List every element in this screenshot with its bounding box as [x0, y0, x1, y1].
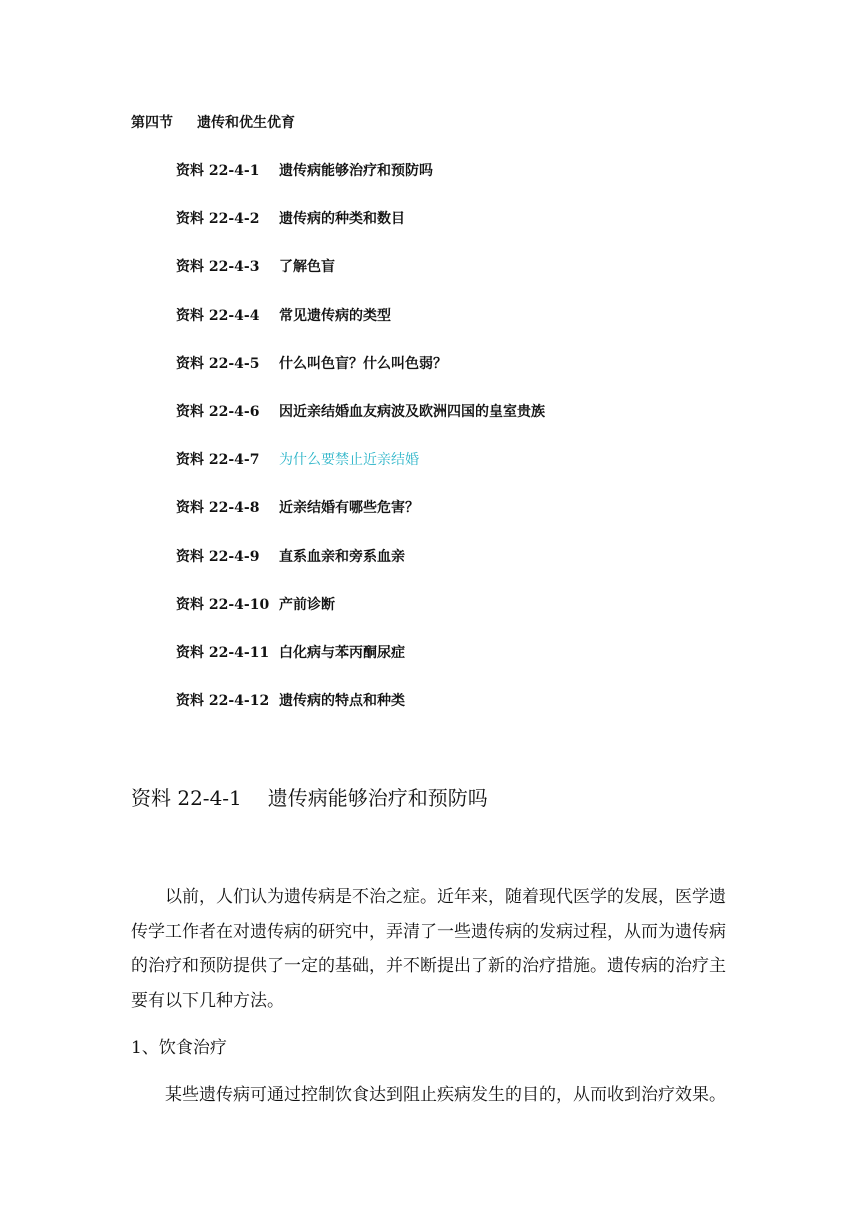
toc-link[interactable]: 遗传病能够治疗和预防吗: [279, 163, 433, 179]
toc-item-1[interactable]: [176, 160, 545, 208]
intro-paragraph: 以前，人们认为遗传病是不治之症。近年来，随着现代医学的发展，医学遗传学工作者在对遗传病的研究中，弄清了一些遗传病的发病过程，从而为遗传病的治疗和预防提供了一定的基础，并不断提出了新的治疗措施。遗传病的治疗主要有以下几种方法。: [131, 887, 726, 1011]
toc-link[interactable]: 了解色盲: [279, 259, 335, 276]
toc-code: 资料 22-4-9: [176, 548, 260, 565]
toc-code: 资料 22-4-3: [176, 259, 260, 276]
toc-link[interactable]: 遗传病的种类和数目: [279, 211, 405, 228]
toc-item-7[interactable]: [176, 449, 545, 497]
section-title: 遗传和优生优育: [197, 115, 295, 131]
article-heading: [131, 782, 488, 811]
toc-link[interactable]: 近亲结婚有哪些危害？: [279, 500, 419, 517]
section-label: 第四节: [131, 115, 173, 131]
toc-link[interactable]: 因近亲结婚血友病波及欧洲四国的皇室贵族: [279, 403, 545, 420]
toc-link[interactable]: 什么叫色盲？什么叫色弱？: [279, 355, 447, 372]
body-paragraph: 某些遗传病可通过控制饮食达到阻止疾病发生的目的，从而收到治疗效果。: [165, 1085, 726, 1105]
section-header: [131, 112, 295, 132]
toc-item-9[interactable]: [176, 546, 545, 594]
toc-code: 资料 22-4-7: [176, 452, 260, 469]
article-code: 资料 22-4-1: [131, 786, 242, 810]
toc-item-4[interactable]: [176, 305, 545, 353]
toc-code: 资料 22-4-4: [176, 307, 260, 324]
toc-code: 资料 22-4-2: [176, 211, 260, 228]
table-of-contents: [176, 160, 545, 738]
article-title: 遗传病能够治疗和预防吗: [267, 786, 488, 810]
toc-item-12[interactable]: [176, 690, 545, 738]
toc-item-2[interactable]: [176, 208, 545, 256]
toc-item-8[interactable]: [176, 497, 545, 545]
toc-item-10[interactable]: [176, 594, 545, 642]
toc-code: 资料 22-4-6: [176, 403, 260, 420]
toc-link[interactable]: 遗传病的特点和种类: [279, 693, 405, 710]
toc-code: 资料 22-4-8: [176, 500, 260, 517]
toc-link[interactable]: 直系血亲和旁系血亲: [279, 548, 405, 565]
toc-item-5[interactable]: [176, 353, 545, 401]
toc-code: 资料 22-4-11: [176, 644, 270, 661]
toc-code: 资料 22-4-10: [176, 596, 270, 613]
toc-item-3[interactable]: [176, 256, 545, 304]
toc-link[interactable]: 白化病与苯丙酮尿症: [279, 644, 405, 661]
toc-link[interactable]: 产前诊断: [279, 596, 335, 613]
toc-code: 资料 22-4-12: [176, 693, 270, 710]
toc-item-11[interactable]: [176, 642, 545, 690]
toc-code: 资料 22-4-5: [176, 355, 260, 372]
toc-item-6[interactable]: [176, 401, 545, 449]
toc-link[interactable]: 常见遗传病的类型: [279, 307, 391, 324]
subheading-diet-therapy: 1、饮食治疗: [131, 1038, 227, 1058]
toc-code: 资料 22-4-1: [176, 163, 260, 179]
toc-link-active[interactable]: 为什么要禁止近亲结婚: [279, 452, 419, 469]
